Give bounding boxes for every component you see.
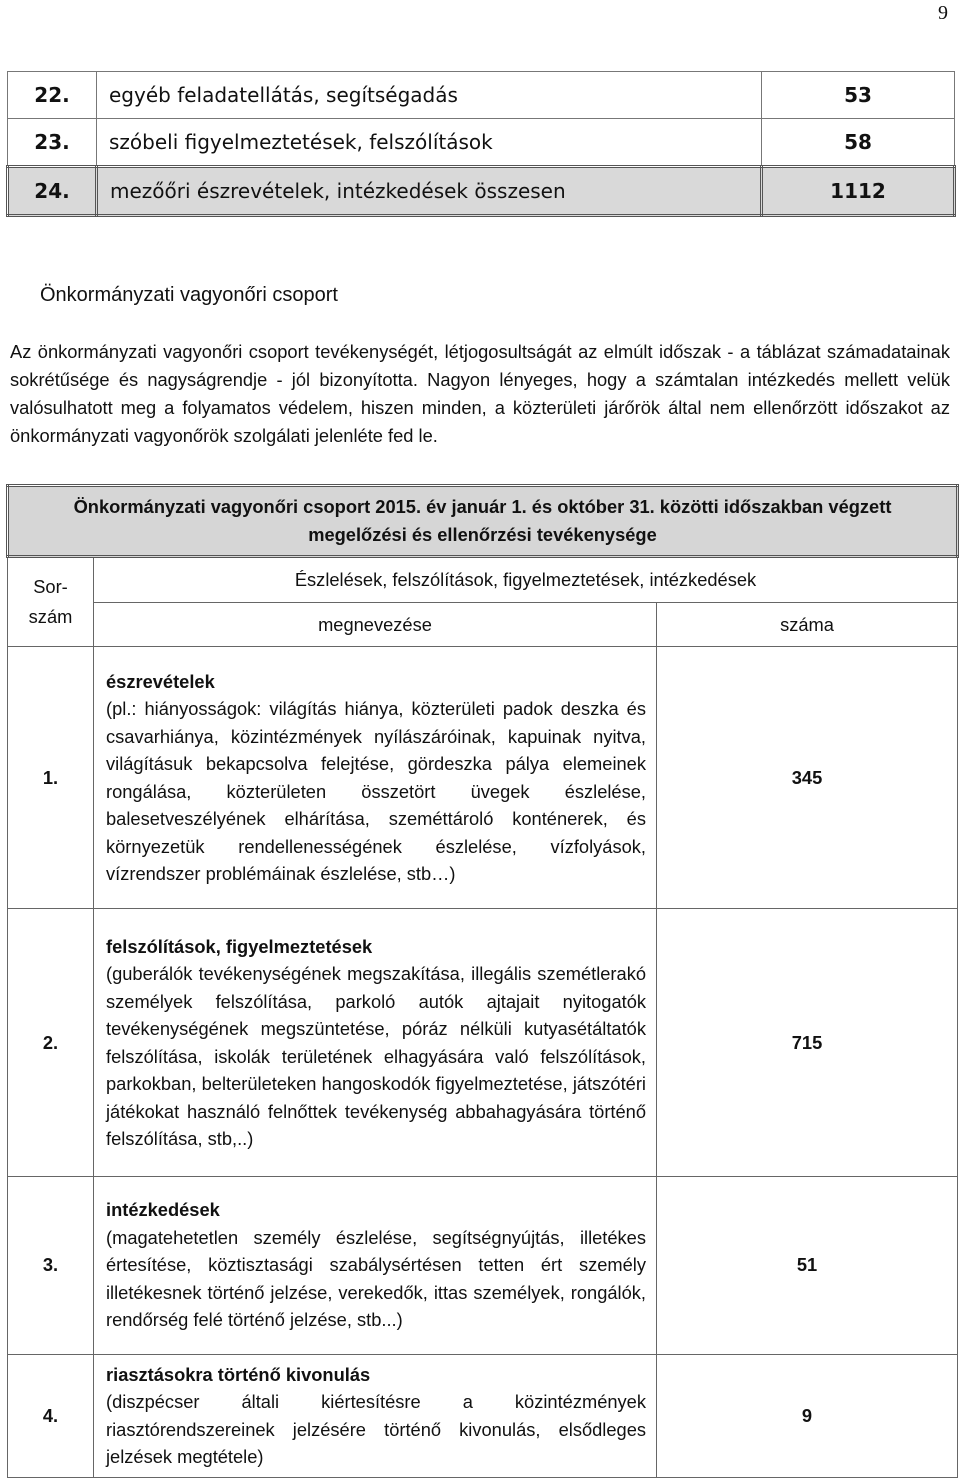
table-row (8, 1354, 958, 1477)
row-number: 2. (8, 909, 94, 1176)
row-value: 53 (762, 72, 955, 119)
row-count: 51 (657, 1176, 958, 1354)
row-value: 58 (762, 119, 955, 167)
table-row (8, 119, 955, 167)
header-sor: Sor- (33, 576, 68, 598)
row-label: egyéb feladatellátás, segítségadás (97, 72, 762, 119)
row-description (94, 1354, 657, 1477)
row-description (94, 647, 657, 909)
header-szam: szám (28, 606, 73, 628)
row-detail: (guberálók tevékenységének megszakítása, illegális szemétlerakó személyek felszólítása, parkoló autók ajtajait nyitogatók tevékenységének megszüntetése, póráz nélküli kutyasétáltatók felszólítása, iskolák területének elhagyására való felszólítások, parkokban, belterületeken hangoskodók figyelmeztetése, játszótéri játékokat használó felnőttek tevékenység abbahagyására történő felszólítása, stb,..) (106, 963, 646, 1149)
title-line-1: Önkormányzati vagyonőri csoport 2015. év január 1. és október 31. közötti időszakban végzett (73, 496, 892, 518)
row-title: felszólítások, figyelmeztetések (106, 935, 373, 957)
row-description (94, 909, 657, 1176)
row-description (94, 1176, 657, 1354)
row-count: 345 (657, 647, 958, 909)
row-detail: (pl.: hiányosságok: világítás hiánya, közterületi padok deszka és csavarhiánya, közintézmények nyílászáróinak, kapuinak nyitva, világításuk bekapcsolva felejtése, gördeszka pálya elemeinek rongálása, közterületen összetört üvegek észlelése, balesetveszélyének elhárítása, szeméttároló konténerek, és környezetük rendellenességének észlelése, vízfolyások, vízrendszer problémáinak észlelése, stb…) (106, 698, 646, 885)
row-label: szóbeli figyelmeztetések, felszólítások (97, 119, 762, 167)
activity-table-title (8, 486, 958, 557)
table-row (8, 72, 955, 119)
header-name-col: megnevezése (94, 603, 657, 647)
header-count-col: száma (657, 603, 958, 647)
row-count: 9 (657, 1354, 958, 1477)
row-number: 4. (8, 1354, 94, 1477)
row-number: 3. (8, 1176, 94, 1354)
row-number: 23. (8, 119, 97, 167)
row-title: riasztásokra történő kivonulás (106, 1363, 371, 1385)
header-main: Észlelések, felszólítások, figyelmeztetések, intézkedések (94, 557, 958, 603)
title-line-2: megelőzési és ellenőrzési tevékenysége (308, 524, 657, 546)
page-number: 9 (938, 2, 948, 24)
row-title: észrevételek (106, 670, 215, 692)
row-detail: (magatehetetlen személy észlelése, segítségnyújtás, illetékes értesítése, köztisztasági szabálysértésen tetten ért személy illetékesnek történő jelzése, verekedők, ittas személyek, rongálók, rendőrség felé történő jelzése, stb...) (106, 1226, 646, 1331)
summary-table (6, 71, 956, 217)
row-title: intézkedések (106, 1199, 220, 1221)
row-number: 24. (8, 167, 97, 216)
table-row (8, 1176, 958, 1354)
row-number: 22. (8, 72, 97, 119)
activity-table (6, 484, 959, 1478)
table-row-total (8, 167, 955, 216)
row-number: 1. (8, 647, 94, 909)
row-detail: (diszpécser általi kiértesítésre a közintézmények riasztórendszereinek jelzésére történő kivonulás, elsődleges jelzések megtétele) (106, 1391, 646, 1468)
section-heading: Önkormányzati vagyonőri csoport (40, 284, 338, 306)
header-sorszam (8, 557, 94, 647)
table-row (8, 909, 958, 1176)
row-label: mezőőri észrevételek, intézkedések összesen (97, 167, 762, 216)
table-row (8, 647, 958, 909)
row-value: 1112 (762, 167, 955, 216)
row-count: 715 (657, 909, 958, 1176)
section-paragraph: Az önkormányzati vagyonőri csoport tevékenységét, létjogosultságát az elmúlt időszak - a táblázat számadatainak sokrétűsége és nagyságrendje - jól bizonyította. Nagyon lényeges, hogy a számtalan intézkedés mellett velük valósulhatott meg a folyamatos védelem, hiszen minden, a közterületi járőrök által nem ellenőrzött időszakot az önkormányzati vagyonőrök szolgálati jelenléte fed le. (10, 341, 950, 446)
